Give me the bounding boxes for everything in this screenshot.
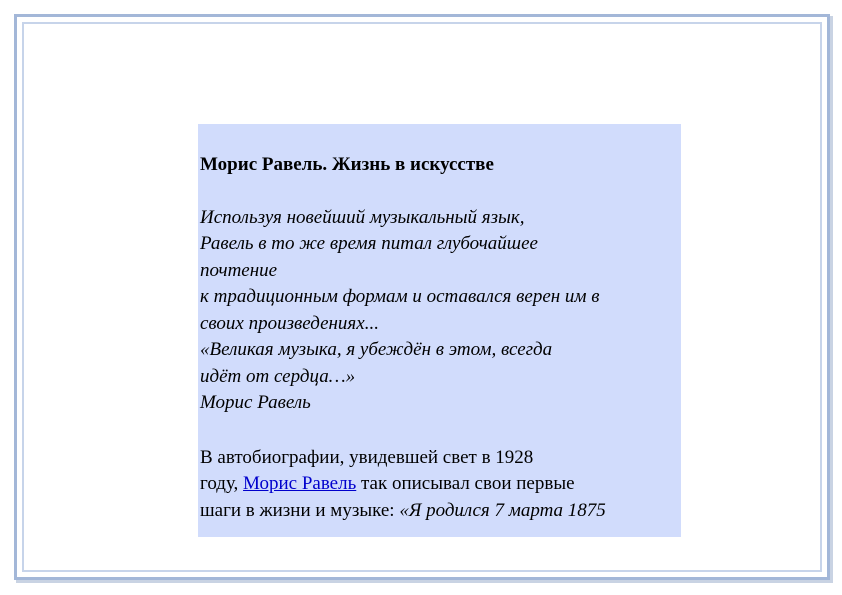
spacer	[200, 417, 679, 445]
quote-line: своих произведениях...	[200, 312, 379, 334]
quote-line: Используя новейший музыкальный язык,	[200, 206, 525, 228]
biography-paragraph	[200, 445, 679, 525]
slide-title: Морис Равель. Жизнь в искусстве	[200, 154, 494, 175]
quote-line: почтение	[200, 259, 278, 281]
quote-line: Равель в то же время питал глубочайшее	[200, 233, 538, 254]
birth-quote: «Я родился 7 марта 1875	[399, 499, 606, 521]
spacer	[200, 179, 679, 205]
text-box	[198, 124, 681, 537]
paragraph-text: так описывал свои первые	[356, 473, 575, 494]
frame-shadow-right	[830, 16, 833, 582]
quote-line: идёт от сердца…»	[200, 365, 356, 387]
paragraph-text: году,	[200, 473, 244, 494]
paragraph-line-1: В автобиографии, увидевшей свет в 1928	[200, 446, 534, 468]
ravel-link[interactable]: Морис Равель	[243, 473, 357, 494]
quote-block	[200, 205, 679, 417]
quote-line: «Великая музыка, я убеждён в этом, всегда	[200, 339, 553, 360]
paragraph-line-3	[200, 498, 679, 525]
paragraph-text: шаги в жизни и музыке:	[200, 499, 400, 521]
paragraph-line-2	[200, 471, 679, 498]
quote-line: к традиционным формам и оставался верен им в	[200, 286, 600, 307]
quote-author: Морис Равель	[200, 392, 311, 413]
frame-shadow-bottom	[16, 580, 833, 583]
